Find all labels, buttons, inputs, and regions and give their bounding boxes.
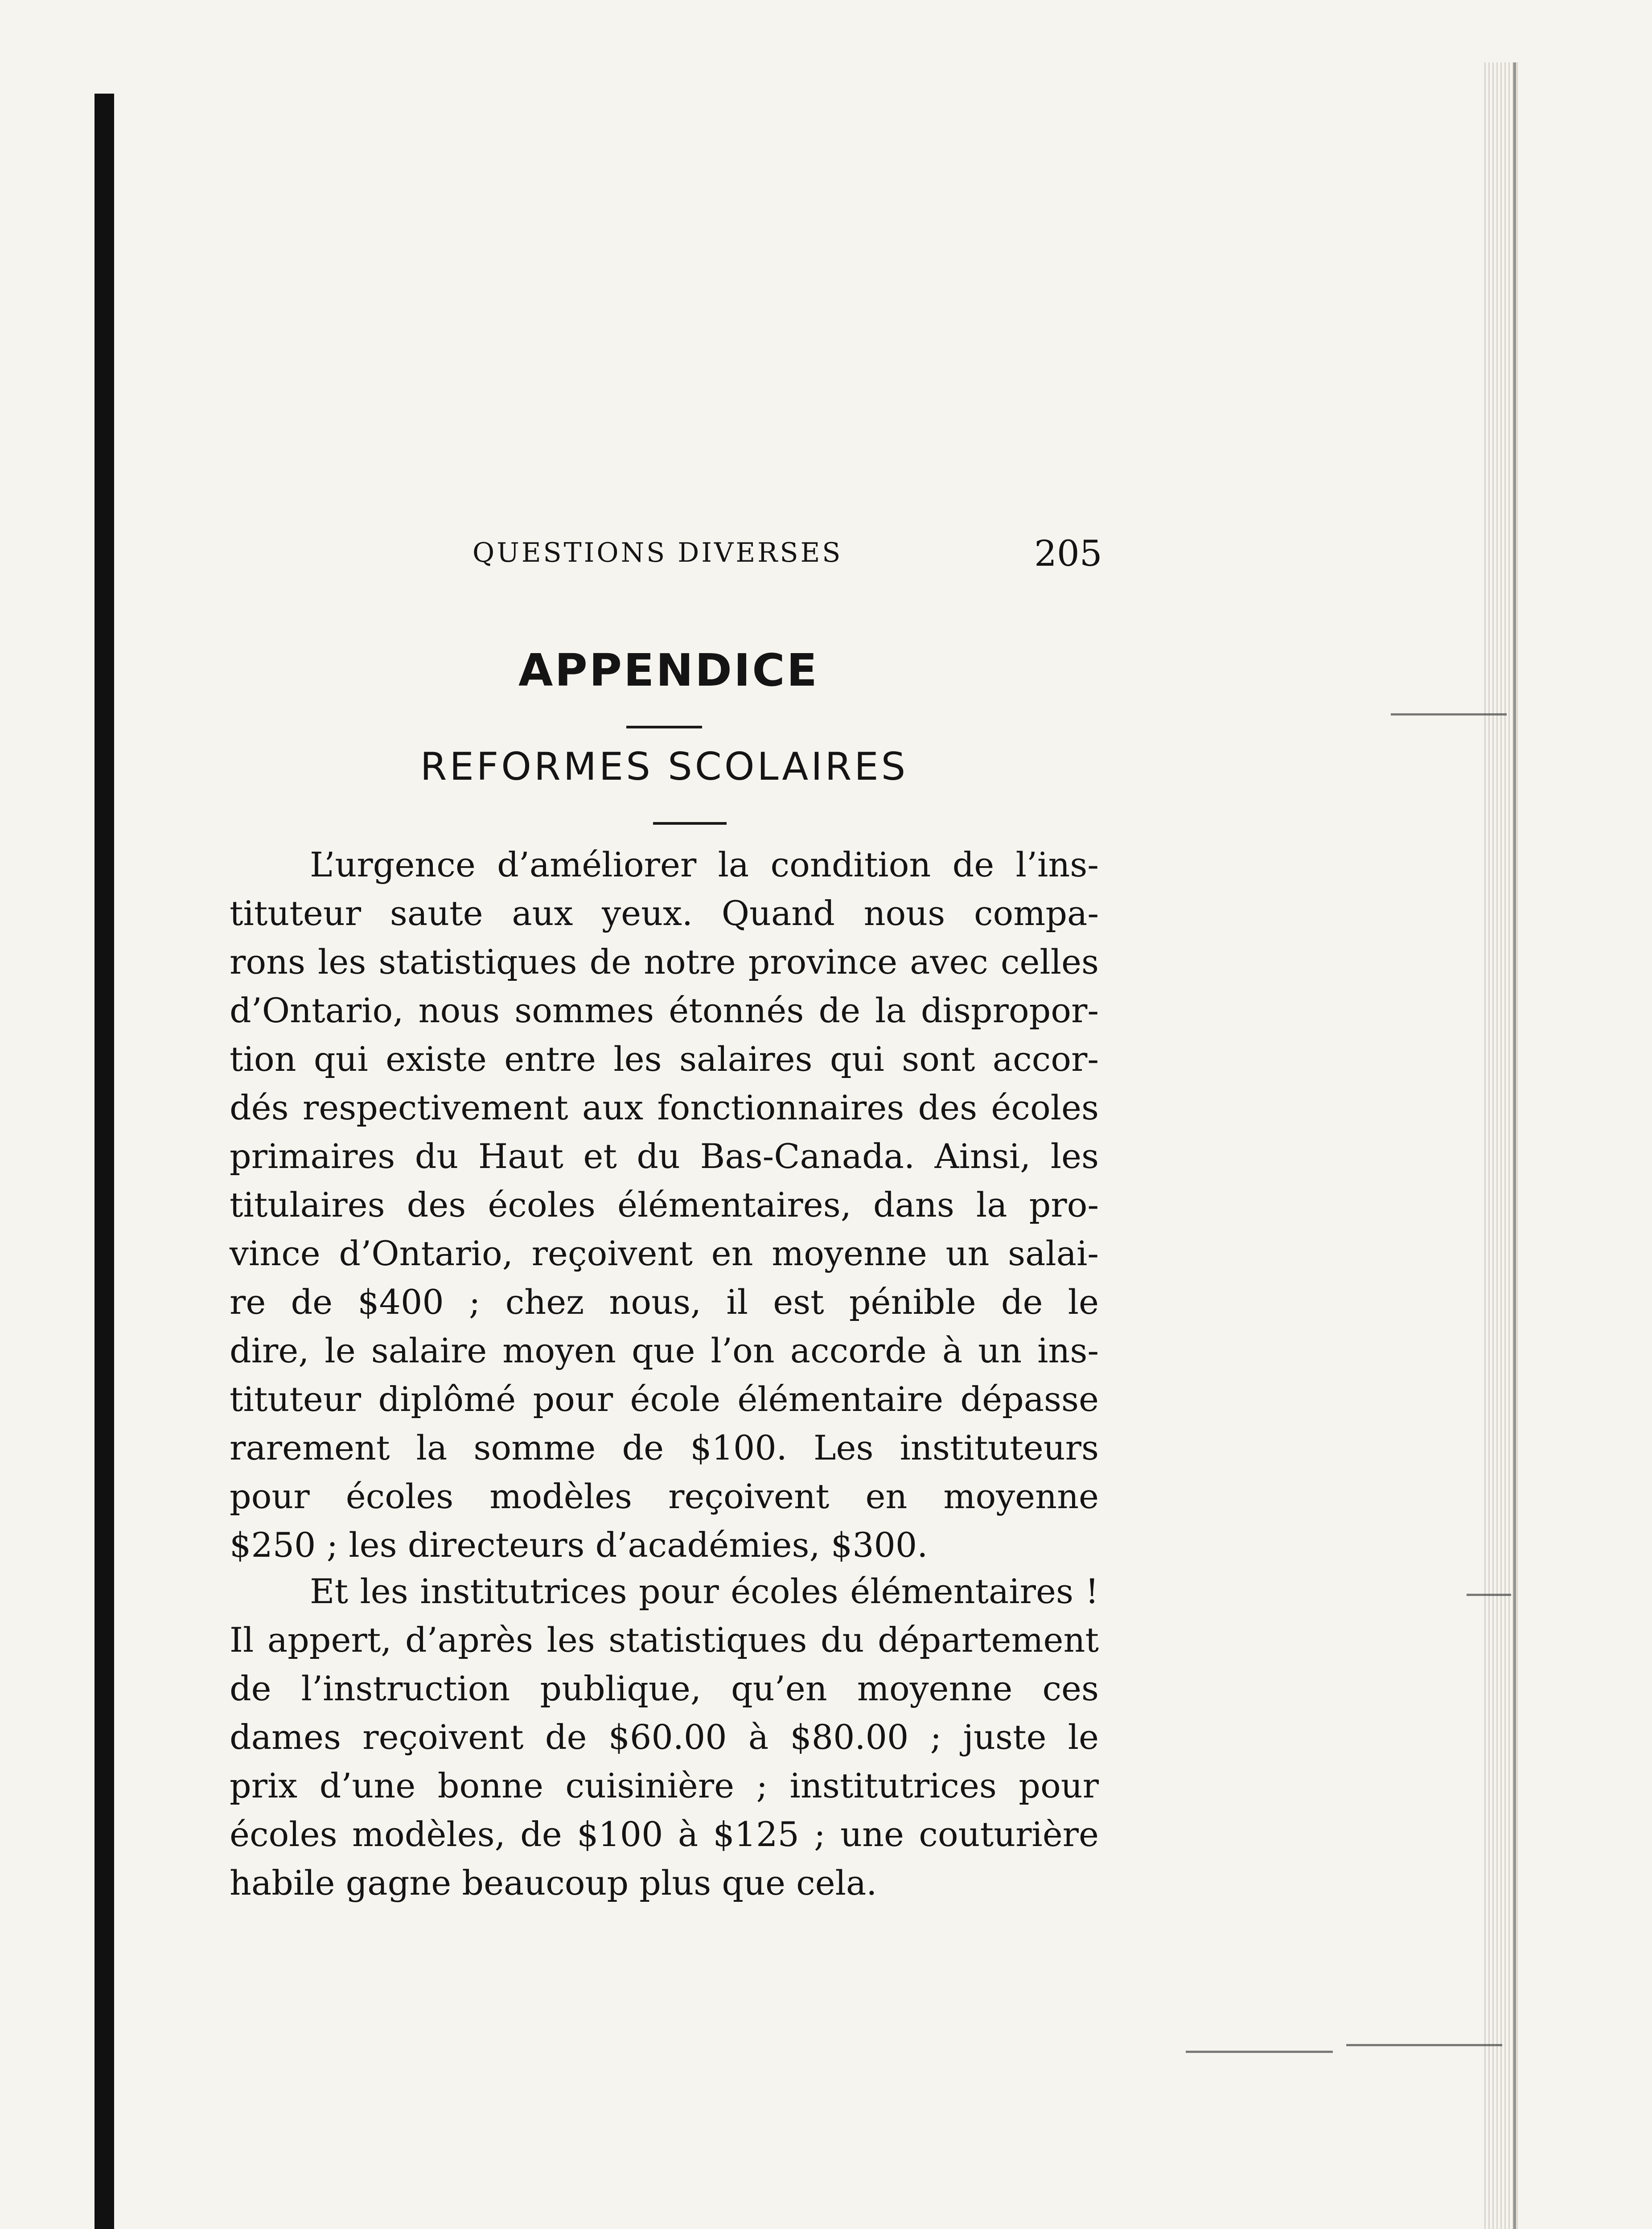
text-line: tituteur saute aux yeux. Quand nous compa- (230, 893, 1099, 933)
text-line: primaires du Haut et du Bas-Canada. Ainsi, les (230, 1136, 1099, 1176)
section-subtitle: REFORMES SCOLAIRES (420, 744, 908, 789)
paragraph (230, 1567, 1099, 1907)
section-title: APPENDICE (518, 644, 819, 696)
text-line: rons les statistiques de notre province avec celles (230, 942, 1099, 982)
text-line: Il appert, d’après les statistiques du département (230, 1620, 1099, 1660)
scan-mark (1391, 713, 1507, 716)
text-line: titulaires des écoles élémentaires, dans la pro- (230, 1185, 1099, 1225)
text-line: d’Ontario, nous sommes étonnés de la dispropor- (230, 991, 1099, 1030)
text-line: re de $400 ; chez nous, il est pénible de le (230, 1282, 1099, 1322)
scan-mark (1346, 2044, 1502, 2046)
text-line: tituteur diplômé pour école élémentaire dépasse (230, 1379, 1099, 1419)
text-line: $250 ; les directeurs d’académies, $300. (230, 1525, 928, 1565)
scan-mark (1467, 1594, 1511, 1596)
page-header (473, 533, 1132, 573)
text-line: Et les institutrices pour écoles élémentaires ! (310, 1571, 1099, 1611)
running-head: QUESTIONS DIVERSES (473, 537, 843, 568)
subtitle-rule (653, 822, 727, 825)
text-line: écoles modèles, de $100 à $125 ; une couturière (230, 1814, 1099, 1854)
text-line: de l’instruction publique, qu’en moyenne ces (230, 1669, 1099, 1708)
text-line: dames reçoivent de $60.00 à $80.00 ; juste le (230, 1717, 1099, 1757)
paragraph (230, 840, 1099, 1569)
text-line: L’urgence d’améliorer la condition de l’ins- (310, 845, 1099, 884)
text-line: dire, le salaire moyen que l’on accorde à un ins- (230, 1331, 1099, 1370)
text-line: prix d’une bonne cuisinière ; institutrices pour (230, 1766, 1099, 1805)
text-line: dés respectivement aux fonctionnaires des écoles (230, 1088, 1099, 1127)
text-line: habile gagne beaucoup plus que cela. (230, 1863, 877, 1903)
title-rule (626, 726, 702, 728)
text-line: vince d’Ontario, reçoivent en moyenne un salai- (230, 1234, 1099, 1273)
text-line: tion qui existe entre les salaires qui sont accor- (230, 1039, 1099, 1079)
text-line: rarement la somme de $100. Les instituteurs (230, 1428, 1099, 1468)
page-edge-line (1513, 62, 1516, 2229)
text-line: pour écoles modèles reçoivent en moyenne (230, 1476, 1099, 1516)
scan-mark (1186, 2051, 1333, 2053)
page-number: 205 (1034, 533, 1102, 574)
binding-edge (95, 94, 114, 2229)
